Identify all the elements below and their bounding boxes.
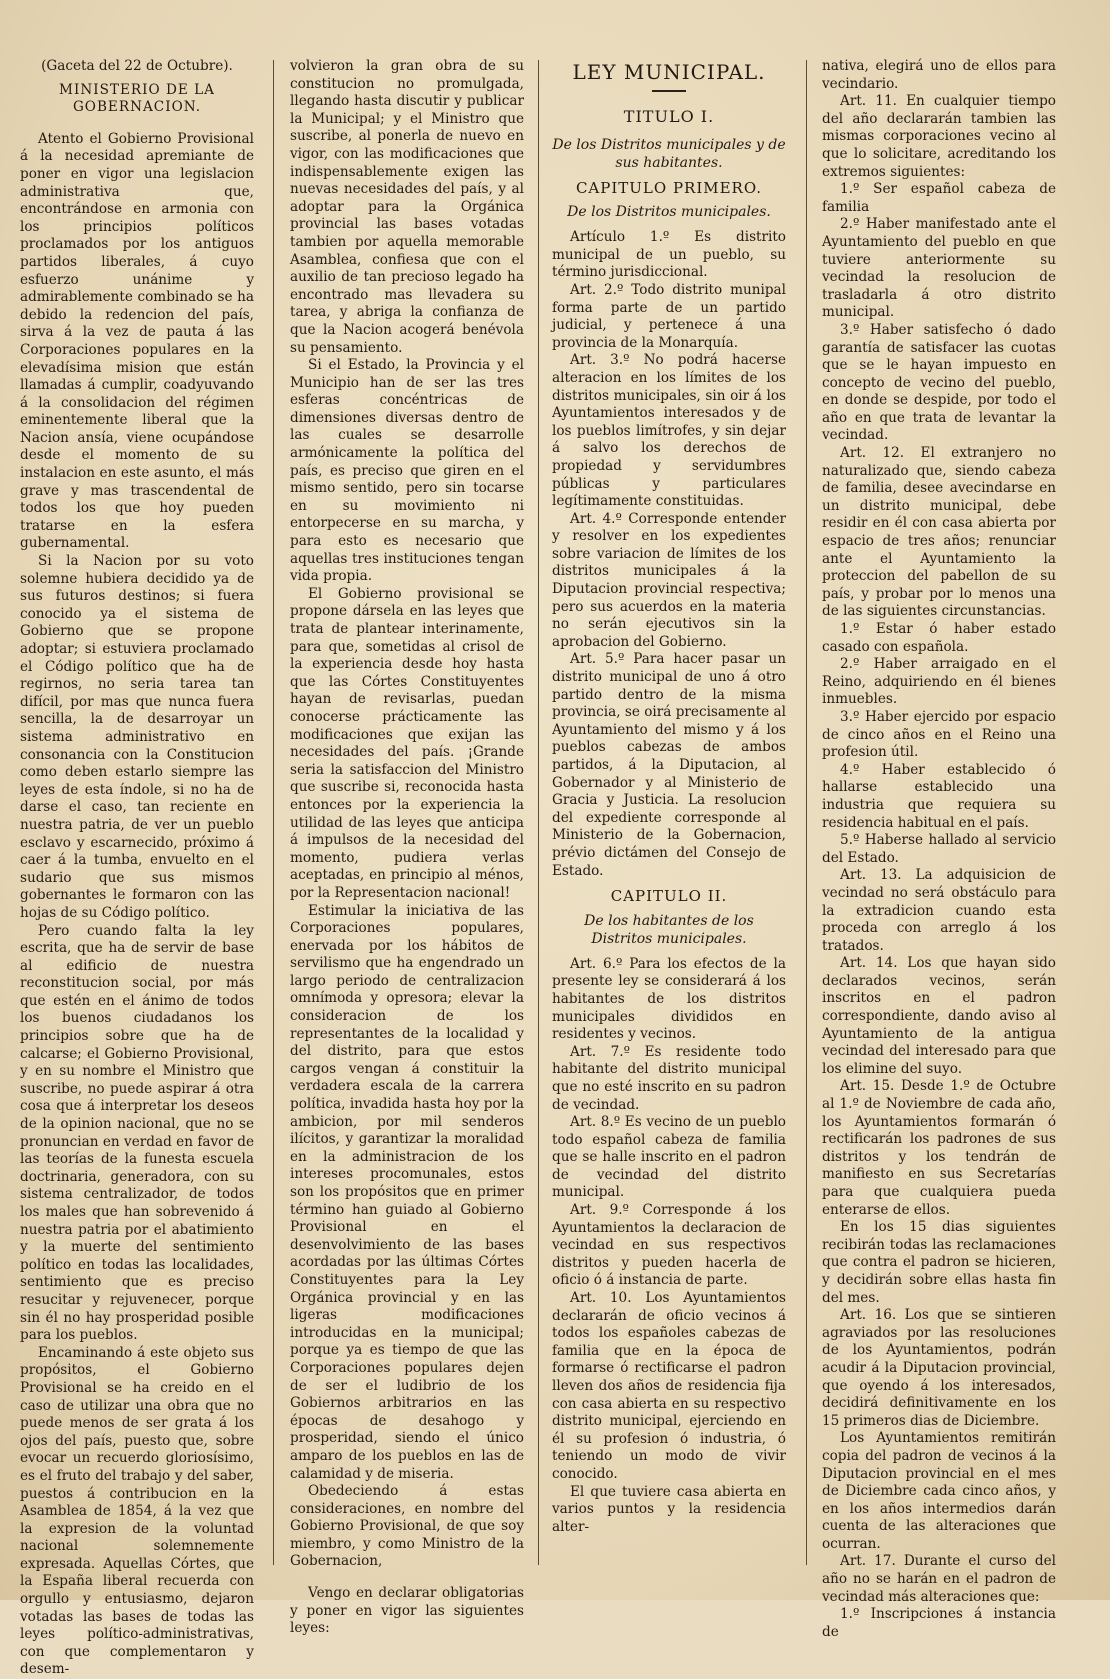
column-1: [20, 58, 254, 1678]
paragraph: Obedeciendo á estas consideraciones, en nombre del Gobierno Provisional, de que soy miembro, y como Ministro de la Gobernacion,: [290, 1483, 524, 1570]
paragraph: Si el Estado, la Provincia y el Municipio han de ser las tres esferas concéntricas de dimensiones diversas dentro de las cuales se desarrolle armónicamente la política del país, es preciso que giren en el mismo sentido, pero sin tocarse en su movimiento ni entorpecerse en su marcha, y para esto es necesario que aquellas tres instituciones tengan vida propia.: [290, 357, 524, 585]
titulo-heading: TITULO I.: [623, 107, 715, 126]
paragraph: Atento el Gobierno Provisional á la necesidad apremiante de poner en vigor una legislacion administrativa que, encontrándose en armonia con los principios políticos proclamados por los antiguos partidos liberales, á cuyo esfuerzo unánime y admirablemente combinado se ha debido la redencion del país, sirva á la vez de pauta á las Corporaciones populares en la elevadísima mision que están llamadas á cumplir, coadyuvando á la consolidacion del régimen eminentemente liberal que la Nacion ansía, viene ocupándose desde el momento de su instalacion en este asunto, el más grave y mas trascendental de todos los que hoy pueden tratarse en la esfera gubernamental.: [20, 130, 254, 552]
paragraph: En los 15 dias siguientes recibirán todas las reclamaciones que contra el padron se hicieren, y decidirán sobre ellas hasta fin del mes.: [822, 1219, 1056, 1306]
article: Art. 17. Durante el curso del año no se harán en el padron de vecindad más alteraciones que:: [822, 1553, 1056, 1605]
article-item: 4.º Haber establecido ó hallarse establecido una industria que requiera su residencia habitual en el país.: [822, 761, 1056, 831]
capitulo-subheading: De los Distritos municipales.: [567, 204, 771, 221]
article: Art. 5.º Para hacer pasar un distrito municipal de uno á otro partido dentro de la misma provincia, se oirá precisamente al Ayuntamiento del mismo y á los pueblos cabezas de ambos partidos, á la Diputacion, al Gobernador y al Ministerio de Gracia y Justicia. La resolucion del expediente corresponde al Ministerio de la Gobernacion, prévio dictámen del Consejo de Estado.: [552, 651, 786, 879]
article: Art. 7.º Es residente todo habitante del distrito municipal que no esté inscrito en su padron de vecindad.: [552, 1043, 786, 1113]
article-item: 2.º Haber arraigado en el Reino, adquiriendo en él bienes inmuebles.: [822, 656, 1056, 708]
capitulo-heading: CAPITULO PRIMERO.: [575, 178, 763, 197]
column-3: [552, 58, 786, 1578]
paragraph: Estimular la iniciativa de las Corporaciones populares, enervada por los hábitos de servilismo que ha engendrado un largo periodo de centralizacion omnímoda y opresora; elevar la consideracion de los representantes de la localidad y del distrito, para que estos cargos vengan á constituir la verdadera escala de la carrera política, invadida hasta hoy por la ambicion, por mil senderos ilícitos, y garantizar la moralidad en la administracion de los intereses procomunales, estos son los propósitos que en primer término han guiado al Gobierno Provisional en el desenvolvimiento de las bases acordadas por las últimas Córtes Constituyentes para la Ley Orgánica provincial y en las ligeras modificaciones introducidas en la municipal; porque ya es tiempo de que las Corporaciones populares dejen de ser el ludibrio de los Gobiernos arbitrarios en las épocas de desahogo y prosperidad, siendo el único amparo de los pueblos en las de calamidad y de miseria.: [290, 902, 524, 1482]
article-item: 1.º Ser español cabeza de familia: [822, 181, 1056, 215]
column-rule: [538, 60, 539, 1565]
article-item: 3.º Haber ejercido por espacio de cinco años en el Reino una profesion útil.: [822, 708, 1056, 761]
article: Art. 6.º Para los efectos de la presente ley se considerará á los habitantes de los distritos municipales divididos en residentes y vecinos.: [552, 955, 786, 1043]
paragraph: Encaminando á este objeto sus propósitos, el Gobierno Provisional se ha creido en el caso de utilizar una obra que no puede menos de ser grata á los ojos del país, puesto que, sobre evocar un recuerdo gloriosísimo, es el fruto del trabajo y del saber, puestos á contribucion en la Asamblea de 1854, á la vez que la expresion de la voluntad nacional solemnemente expresada. Aquellas Córtes, que la España liberal recuerda con orgullo y entusiasmo, dejaron votadas las bases de todas las leyes político-administrativas, con que complementaron y desem-: [20, 1344, 254, 1678]
article: Art. 16. Los que se sintieren agraviados por las resoluciones de los Ayuntamientos, podrán acudir á la Diputacion provincial, que oyendo á los interesados, decidirá definitivamente en los 15 primeros dias de Diciembre.: [822, 1307, 1056, 1429]
article: Artículo 1.º Es distrito municipal de un pueblo, su término jurisdiccional.: [552, 229, 786, 281]
article: Art. 14. Los que hayan sido declarados vecinos, serán inscritos en el padron correspondiente, dando aviso al Ayuntamiento de la antigua vecindad del interesado para que los elimine del suyo.: [822, 955, 1056, 1077]
article-item: 3.º Haber satisfecho ó dado garantía de satisfacer las cuotas que se le hayan impuesto en concepto de vecino del pueblo, en donde se despide, por todo el año en que trata de levantar la vecindad.: [822, 321, 1056, 444]
title-dash: [652, 90, 686, 92]
article: Art. 9.º Corresponde á los Ayuntamientos la declaracion de vecindad en sus respectivos distritos y pueden hacerla de oficio ó á instancia de parte.: [552, 1202, 786, 1289]
article: Art. 8.º Es vecino de un pueblo todo español cabeza de familia que se halle inscrito en el padron de vecindad del distrito municipal.: [552, 1114, 786, 1201]
article: Art. 15. Desde 1.º de Octubre al 1.º de Noviembre de cada año, los Ayuntamientos formarán ó rectificarán los padrones de sus distritos y los tendrán de manifiesto en sus Secretarías para que cualquiera pueda enterarse de ellos.: [822, 1078, 1056, 1218]
column-4: [822, 58, 1056, 1640]
gaceta-dateline: (Gaceta del 22 de Octubre).: [41, 58, 233, 74]
article-item: 2.º Haber manifestado ante el Ayuntamiento del pueblo en que tuviere anteriormente su vecindad la resolucion de trasladarla á otro distrito municipal.: [822, 216, 1056, 321]
column-rule: [273, 60, 274, 1565]
article: Art. 12. El extranjero no naturalizado que, siendo cabeza de familia, desee avecindarse en un distrito municipal, debe residir en él con casa abierta por espacio de tres años; renunciar ante el Ayuntamiento la proteccion del pabellon de su país, y probar por lo menos una de las siguientes circunstancias.: [822, 445, 1056, 620]
article: Art. 10. Los Ayuntamientos declararán de oficio vecinos á todos los españoles cabezas de familia que en la época de formarse ó rectificarse el padron lleven dos años de residencia fija con casa abierta en su respectivo distrito municipal, ejerciendo en él su profesion ó industria, ó teniendo un modo de vivir conocido.: [552, 1290, 786, 1482]
article: Art. 4.º Corresponde entender y resolver en los expedientes sobre variacion de límites de los distritos municipales á la Diputacion provincial respectiva; pero sus acuerdos en la materia no serán ejecutivos sin la aprobacion del Gobierno.: [552, 510, 786, 650]
paragraph: Los Ayuntamientos remitirán copia del padron de vecinos á la Diputacion provincial en el mes de Diciembre cada cinco años, y en los años intermedios darán cuenta de las alteraciones que ocurran.: [822, 1430, 1056, 1552]
law-title: LEY MUNICIPAL.: [572, 60, 766, 84]
article-item: 1.º Inscripciones á instancia de: [822, 1606, 1056, 1640]
titulo-subheading: De los Distritos municipales y de sus habitantes.: [552, 136, 786, 171]
paragraph: El Gobierno provisional se propone dársela en las leyes que trata de plantear interinamente, para que, sometidas al crisol de la experiencia desde hoy hasta que las Córtes Constituyentes hayan de revisarlas, puedan conocerse prácticamente las modificaciones que exijan las necesidades del país. ¡Grande seria la satisfaccion del Ministro que suscribe si, reconocida hasta entonces por la experiencia la utilidad de las leyes que anticipa á impulsos de la necesidad del momento, pudiera verlas aceptadas, en principio al ménos, por la Representacion nacional!: [290, 585, 524, 901]
ministerio-heading: MINISTERIO DE LA GOBERNACION.: [59, 81, 215, 116]
paragraph: volvieron la gran obra de su constitucion no promulgada, llegando hasta discutir y publicar la Municipal; y el Ministro que suscribe, al ponerla de nuevo en vigor, con las modificaciones que indispensablemente exigen las nuevas necesidades del país, y al adoptar para la Orgánica provincial las bases votadas tambien por aquella memorable Asamblea, confiesa que con el auxilio de tan precioso legado ha encontrado mas llevadera su tarea, y abriga la confianza de que la Nacion acogerá benévola su pensamiento.: [290, 58, 524, 356]
article-item: 5.º Haberse hallado al servicio del Estado.: [822, 832, 1056, 866]
capitulo-subheading: De los habitantes de los Distritos municipales.: [584, 912, 754, 947]
column-2: [290, 58, 524, 1637]
paragraph: Si la Nacion por su voto solemne hubiera decidido ya de sus futuros destinos; si fuera conocido ya el sistema de Gobierno que se propone adoptar; si estuviera proclamado el Código político que ha de regirnos, no seria tarea tan difícil, por mas que nunca fuera sencilla, la de desarroyar un sistema administrativo en consonancia con la Constitucion como deben estarlo siempre las leyes de esta índole, si no ha de darse el caso, tan reciente en nuestra patria, de ver un pueblo esclavo y escarnecido, próximo á caer á la tumba, envuelto en el sudario que sus mismos gobernantes le formaron con las hojas de su Código político.: [20, 553, 254, 921]
article-item: 1.º Estar ó haber estado casado con española.: [822, 621, 1056, 655]
capitulo-heading: CAPITULO II.: [610, 887, 728, 906]
article: Art. 13. La adquisicion de vecindad no será obstáculo para la extradicion cuando esta proceda con arreglo á los tratados.: [822, 867, 1056, 954]
article: Art. 11. En cualquier tiempo del año declararán tambien las mismas corporaciones vecino al que lo solicitare, acreditando los extremos siguientes:: [822, 93, 1056, 180]
article: El que tuviere casa abierta en varios puntos y la residencia alter-: [552, 1483, 786, 1535]
article: Art. 3.º No podrá hacerse alteracion en los límites de los distritos municipales, sin oir á los Ayuntamientos interesados y de los pueblos limítrofes, y sin dejar á salvo los derechos de propiedad y servidumbres públicas y particulares legítimamente constituidas.: [552, 352, 786, 510]
article: Art. 2.º Todo distrito munipal forma parte de un partido judicial, y pertenece á una provincia de la Monarquía.: [552, 281, 786, 351]
paragraph: nativa, elegirá uno de ellos para vecindario.: [822, 58, 1056, 92]
paragraph: Vengo en declarar obligatorias y poner en vigor las siguientes leyes:: [290, 1585, 524, 1637]
paragraph: Pero cuando falta la ley escrita, que ha de servir de base al edificio de nuestra reconstitucion social, por más que estén en el ánimo de todos los buenos ciudadanos los principios sobre que ha de calcarse; el Gobierno Provisional, y en su nombre el Ministro que suscribe, no puede aspirar á otra cosa que á interpretar los deseos de la opinion nacional, que no se pronuncian en verdad en favor de las teorías de la funesta escuela doctrinaria, generadora, con su sistema centralizador, de todos los males que han sobrevenido á nuestra patria por el abatimiento y la muerte del sentimiento político en todas las localidades, sentimiento que es preciso resucitar y rejuvenecer, porque sin él no hay prosperidad posible para los pueblos.: [20, 922, 254, 1344]
column-rule: [806, 60, 807, 1565]
